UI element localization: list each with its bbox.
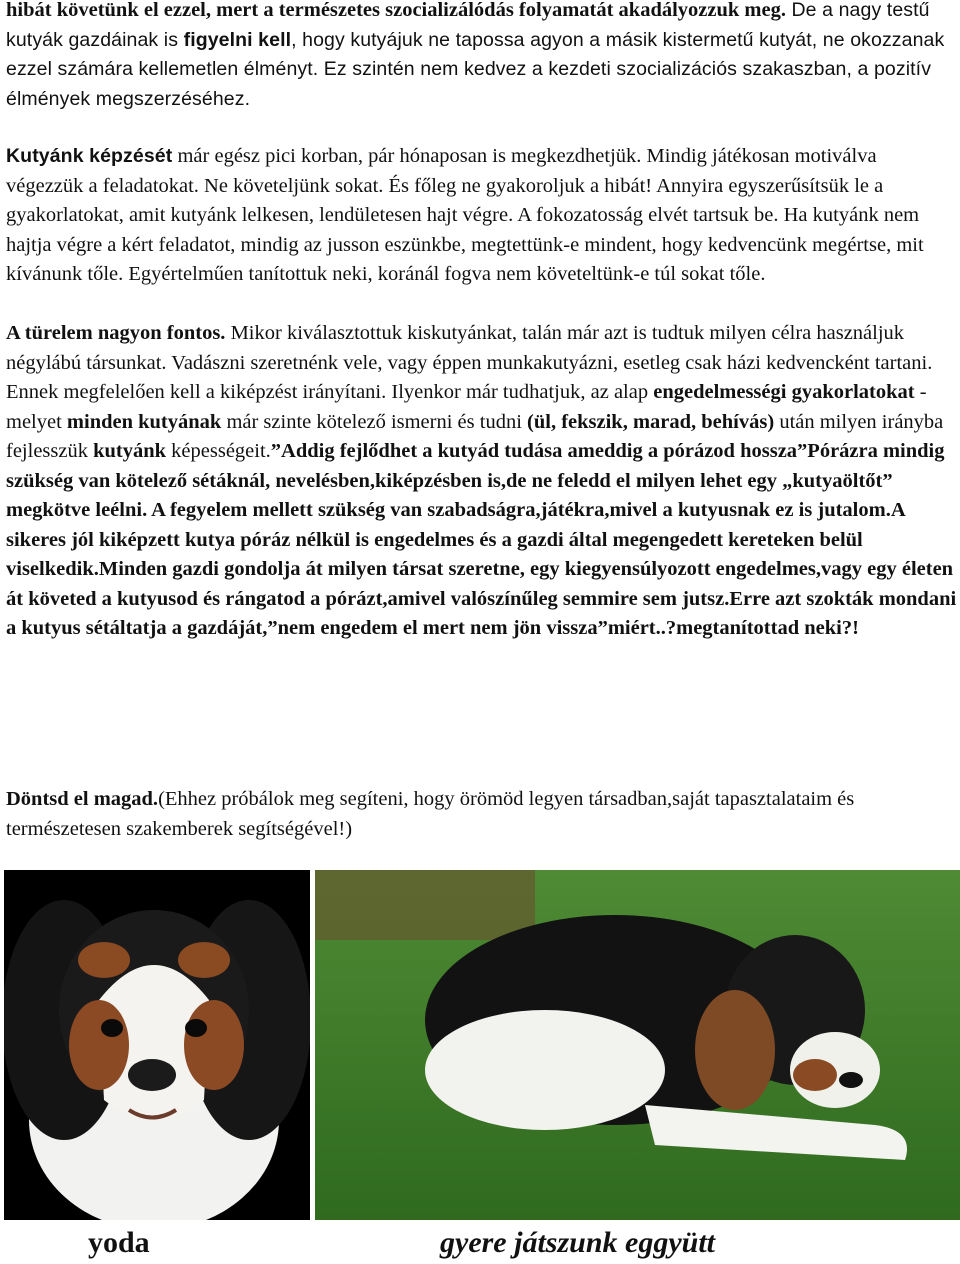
dog-in-grass-illustration xyxy=(315,870,960,1220)
body-text: (Ehhez próbálok meg segíteni, hogy örömöd legyen társadban,saját tapasztalataim és természetesen szakemberek segítségével!) xyxy=(6,788,855,840)
bold-text: kutyánk xyxy=(93,440,167,462)
paragraph-decide xyxy=(6,785,958,844)
caption-yoda: yoda xyxy=(88,1226,150,1259)
bold-text: (ül, fekszik, marad, behívás) xyxy=(527,410,775,433)
bold-text: ”Addig fejlődhet a kutyád tudása ameddig a pórázod hossza”Pórázra mindig szükség van kötelező sétáknál, nevelésben,kiképzésben is,de ne feledd el milyen lehet egy „kutyaöltőt” megkötve leélni. A fegyelem mellett szükség van szabadságra,játékra,mivel a kutyusnak ez is jutalom.A sikeres jól kiképzett kutya póráz nélkül is engedelmes és a gazdi által megengedett kereteken belül viselkedik.Minden gazdi gondolja át milyen társat szeretne, egy kiegyensúlyozott engedelmes,vagy egy életen át követed a kutyusod és rángatod a pórázt,amivel valószínűleg semmire sem jutsz.Erre azt szokták mondani a kutyus sétáltatja a gazdáját,”nem engedem el mert nem jön vissza”miért..?megtanítottad neki?! xyxy=(6,440,957,639)
body-text: után milyen irányba fejlesszük xyxy=(6,410,944,462)
body-text: már egész pici korban, pár hónaposan is megkezdhetjük. Mindig játékosan motiválva végezzük a feladatokat. Ne követeljünk sokat. És főleg ne gyakoroljuk a hibát! Annyira egyszerűsítsük le a gyakorlatokat, amit kutyánk lelkesen, lendületesen hajt végre. A fokozatosság elvét tartsuk be. Ha kutyánk nem hajtja végre a kért feladatot, mindig az jusson eszünkbe, megtettünk-e mindent, hogy kedvencünk megértse, mit kívánunk tőle. Egyértelműen tanítottuk neki, koránál fogva nem követeltünk-e túl sokat tőle. xyxy=(6,145,924,285)
bold-text: Döntsd el magad. xyxy=(6,788,159,810)
dog-portrait-illustration xyxy=(4,870,310,1220)
caption-play-together: gyere játszunk eggyütt xyxy=(440,1226,715,1259)
paragraph-socialization xyxy=(6,0,958,114)
dog-portrait-photo xyxy=(4,870,310,1220)
body-text: - melyet xyxy=(6,381,927,433)
bold-text: minden kutyának xyxy=(66,410,222,433)
bold-text: Kutyánk képzését xyxy=(6,145,173,167)
body-text: Mikor kiválasztottuk kiskutyánkat, talán már azt is tudtuk milyen célra használjuk négylábú társunkat. Vadászni szeretnénk vele, vagy éppen munkakutyázni, esetleg csak házi kedvencként tartani. Ennek megfelelően kell a kiképzést irányítani. Ilyenkor már tudhatjuk, az alap xyxy=(6,322,933,403)
bold-text: engedelmességi gyakorlatokat xyxy=(653,381,915,403)
bold-text: figyelni kell xyxy=(183,28,292,51)
dog-lying-in-grass-photo xyxy=(315,870,960,1220)
body-text: De a nagy testű kutyák gazdáinak is xyxy=(6,0,930,51)
bold-text: hibát követünk el ezzel, mert a természetes szocializálódás folyamatát akadályozzuk meg. xyxy=(6,0,786,21)
body-text: már szinte kötelező ismerni és tudni xyxy=(221,410,528,433)
bold-text: A türelem nagyon fontos. xyxy=(6,322,226,344)
body-text: , hogy kutyájuk ne tapossa agyon a másik kistermetű kutyát, ne okozzanak ezzel számára kellemetlen élményt. Ez szintén nem kedvez a kezdeti szocializációs szakaszban, a pozitív élmények megszerzéséhez. xyxy=(6,28,945,110)
body-text: képességeit. xyxy=(166,440,271,462)
paragraph-training xyxy=(6,142,958,644)
